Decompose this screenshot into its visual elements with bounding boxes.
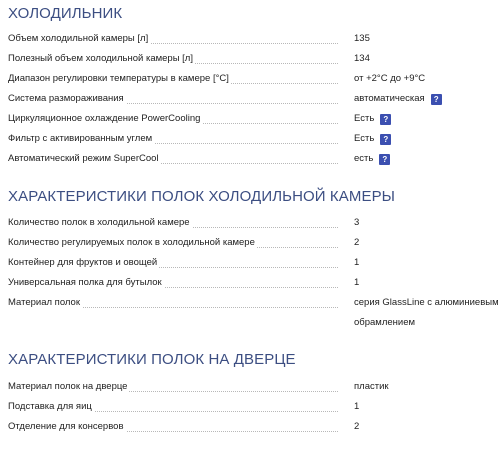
spec-value: 2 xyxy=(354,421,360,432)
spec-row xyxy=(8,112,492,132)
spec-row xyxy=(8,132,492,152)
spec-label: Количество полок в холодильной камере xyxy=(8,217,190,228)
spec-value: 3 xyxy=(354,217,360,228)
spec-row xyxy=(8,72,492,92)
spec-row xyxy=(8,152,492,172)
spec-label: Полезный объем холодильной камеры [л] xyxy=(8,53,193,64)
spec-label: Циркуляционное охлаждение PowerCooling xyxy=(8,113,201,124)
spec-value-multiline xyxy=(354,296,499,336)
spec-value: 1 xyxy=(354,401,360,412)
spec-value: 134 xyxy=(354,53,370,64)
spec-label: Объем холодильной камеры [л] xyxy=(8,33,149,44)
spec-value: пластик xyxy=(354,381,389,392)
spec-row xyxy=(8,236,492,256)
spec-value-line: серия GlassLine с алюминиевым xyxy=(354,297,499,308)
spec-row xyxy=(8,32,492,52)
spec-label: Автоматический режим SuperCool xyxy=(8,153,159,164)
spec-label: Материал полок xyxy=(8,297,80,308)
spec-value: Есть xyxy=(354,133,375,144)
spec-row xyxy=(8,52,492,72)
spec-value: 1 xyxy=(354,257,360,268)
section-title-door-shelves: ХАРАКТЕРИСТИКИ ПОЛОК НА ДВЕРЦЕ xyxy=(8,351,296,368)
section-title-refrigerator: ХОЛОДИЛЬНИК xyxy=(8,5,123,22)
spec-value: 135 xyxy=(354,33,370,44)
spec-label: Отделение для консервов xyxy=(8,421,124,432)
spec-value-line: обрамлением xyxy=(354,317,416,328)
spec-label: Контейнер для фруктов и овощей xyxy=(8,257,158,268)
spec-label: Фильтр с активированным углем xyxy=(8,133,153,144)
spec-label: Материал полок на дверце xyxy=(8,381,128,392)
spec-value: Есть xyxy=(354,113,375,124)
spec-value: от +2°C до +9°C xyxy=(354,73,426,84)
section-title-fridge-shelves: ХАРАКТЕРИСТИКИ ПОЛОК ХОЛОДИЛЬНОЙ КАМЕРЫ xyxy=(8,188,396,205)
help-icon[interactable]: ? xyxy=(431,94,442,105)
spec-row xyxy=(8,216,492,236)
spec-value: 1 xyxy=(354,277,360,288)
spec-value-with-help xyxy=(354,132,391,146)
spec-value: есть xyxy=(354,153,374,164)
spec-value-with-help xyxy=(354,152,390,166)
spec-row xyxy=(8,420,492,440)
spec-value: автоматическая xyxy=(354,93,425,104)
spec-value: 2 xyxy=(354,237,360,248)
spec-row xyxy=(8,380,492,400)
spec-label: Универсальная полка для бутылок xyxy=(8,277,162,288)
spec-label: Подставка для яиц xyxy=(8,401,92,412)
spec-label: Диапазон регулировки температуры в камере [°C] xyxy=(8,73,229,84)
help-icon[interactable]: ? xyxy=(380,134,391,145)
spec-label: Система размораживания xyxy=(8,93,124,104)
spec-row xyxy=(8,92,492,112)
spec-row xyxy=(8,256,492,276)
spec-row xyxy=(8,296,499,336)
help-icon[interactable]: ? xyxy=(380,114,391,125)
help-icon[interactable]: ? xyxy=(379,154,390,165)
spec-label: Количество регулируемых полок в холодильной камере xyxy=(8,237,255,248)
spec-row xyxy=(8,276,492,296)
spec-row xyxy=(8,400,492,420)
spec-value-with-help xyxy=(354,92,442,106)
spec-value-with-help xyxy=(354,112,391,126)
